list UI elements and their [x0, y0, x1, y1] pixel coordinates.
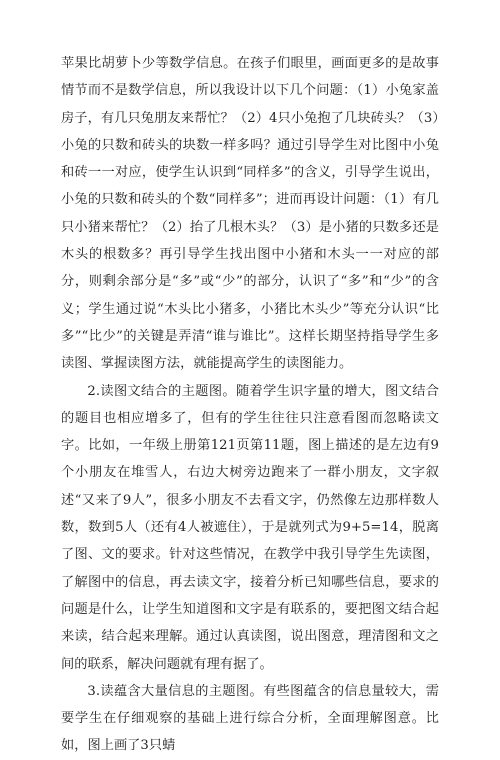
document-body [61, 50, 439, 760]
paragraph-intro-continued: 苹果比胡萝卜少等数学信息。在孩子们眼里，画面更多的是故事情节而不是数学信息，所以我设计以下几个问题：（1）小兔家盖房子，有几只兔朋友来帮忙？（2）4只小兔抱了几块砖头？（3）小兔的只数和砖头的块数一样多吗？通过引导学生对比图中小兔和砖一一对应，使学生认识到“同样多”的含义，引导学生说出，小兔的只数和砖头的个数“同样多”；进而再设计问题：（1）有几只小猪来帮忙？（2）抬了几根木头？（3）是小猪的只数多还是木头的根数多？再引导学生找出图中小猪和木头一一对应的部分，则剩余部分是“多”或“少”的部分，认识了“多”和“少”的含义；学生通过说“木头比小猪多，小猪比木头少”等充分认识“比多”“比少”的关键是弄清“谁与谁比”。这样长期坚持指导学生多读图、掌握读图方法，就能提高学生的读图能力。 [61, 56, 439, 372]
paragraph-text-image-combined: 2.读图文结合的主题图。随着学生识字量的增大，图文结合的题目也相应增多了，但有的学生往往只注意看图而忽略读文字。比如，一年级上册第121页第11题，图上描述的是左边有9个小朋友在堆雪人，右边大树旁边跑来了一群小朋友，文字叙述“又来了9人”，很多小朋友不去看文字，仍然像左边那样数人数，数到5人（还有4人被遮住），于是就列式为9+5=14，脱离了图、文的要求。针对这些情况，在教学中我引导学生先读图，了解图中的信息，再去读文字，接着分析已知哪些信息，要求的问题是什么，让学生知道图和文字是有联系的，要把图文结合起来读，结合起来理解。通过认真读图，说出图意，理清图和文之间的联系，解决问题就有理有据了。 [61, 383, 439, 672]
paragraph-rich-information: 3.读蕴含大量信息的主题图。有些图蕴含的信息量较大，需要学生在仔细观察的基础上进行综合分析，全面理解图意。比如，图上画了3只蜻 [61, 683, 439, 754]
